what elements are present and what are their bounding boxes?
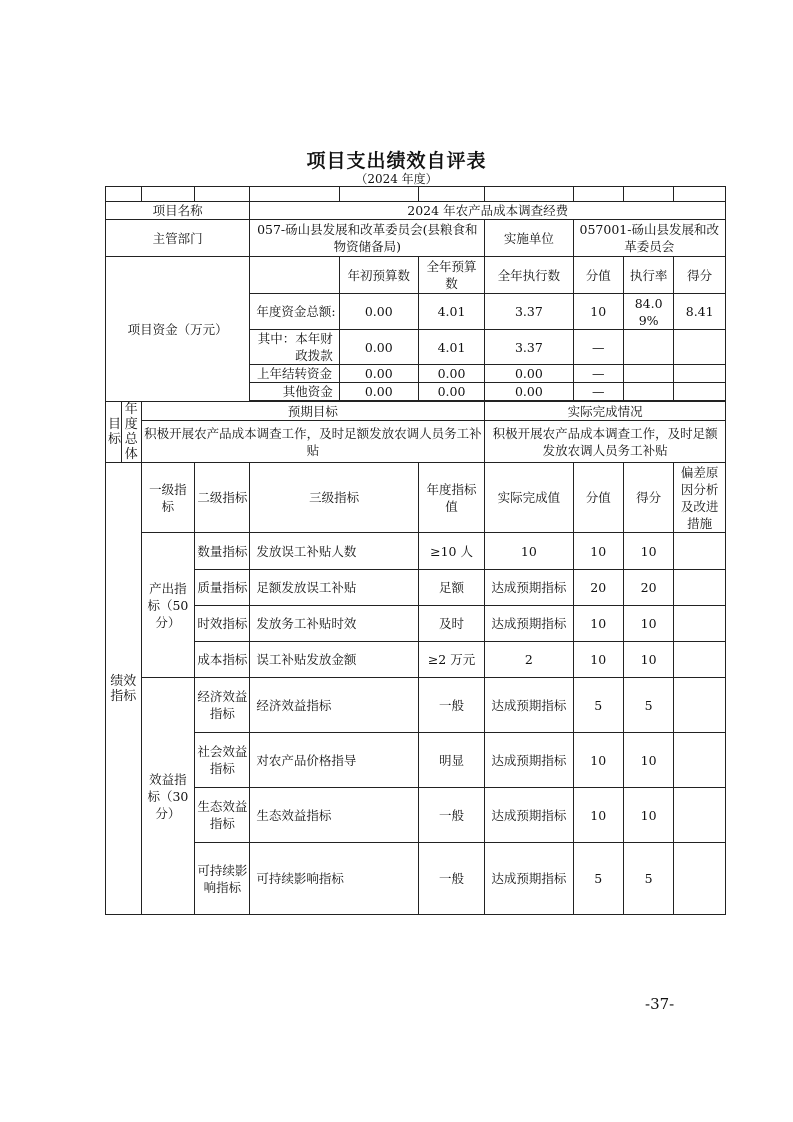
indicator-row	[106, 788, 726, 843]
indicator-score: 20	[623, 570, 673, 606]
indicator-l2: 社会效益指标	[195, 733, 250, 788]
indicator-row	[106, 678, 726, 733]
expected-goal: 积极开展农产品成本调查工作，及时足额发放农调人员务工补贴	[141, 421, 485, 463]
funds-header-rate: 执行率	[623, 257, 673, 294]
funds-row-executed: 3.37	[485, 294, 573, 330]
project-name-value: 2024 年农产品成本调查经费	[250, 202, 726, 220]
indicator-target: 足额	[418, 570, 484, 606]
indicator-row	[106, 843, 726, 915]
indicator-score: 5	[623, 678, 673, 733]
indicator-target: 一般	[418, 843, 484, 915]
indicator-l3: 经济效益指标	[250, 678, 418, 733]
indicator-l3: 生态效益指标	[250, 788, 418, 843]
indicator-target: 一般	[418, 678, 484, 733]
funds-row-label: 其中：本年财政拨款	[250, 330, 339, 365]
group-output-label: 产出指标（50分）	[141, 533, 195, 678]
indicator-value: 20	[573, 570, 623, 606]
indicator-note	[674, 843, 726, 915]
funds-row-rate	[623, 365, 673, 383]
indicator-l2: 成本指标	[195, 642, 250, 678]
funds-header-score-value: 分值	[573, 257, 623, 294]
funds-row-executed: 0.00	[485, 365, 573, 383]
header-actual: 实际完成值	[485, 463, 573, 533]
indicator-l2: 质量指标	[195, 570, 250, 606]
indicators-label: 绩效指标	[106, 463, 142, 915]
unit-label: 实施单位	[485, 220, 573, 257]
indicator-l2: 生态效益指标	[195, 788, 250, 843]
header-value: 分值	[573, 463, 623, 533]
indicator-row	[106, 533, 726, 570]
indicator-value: 5	[573, 678, 623, 733]
funds-row-label: 其他资金	[250, 383, 339, 401]
indicator-score: 10	[623, 606, 673, 642]
actual-header: 实际完成情况	[485, 402, 726, 421]
performance-table	[105, 186, 726, 915]
indicator-actual: 2	[485, 642, 573, 678]
indicator-l3: 可持续影响指标	[250, 843, 418, 915]
funds-row-initial: 0.00	[339, 383, 418, 401]
funds-row-initial: 0.00	[339, 330, 418, 365]
funds-row-initial: 0.00	[339, 365, 418, 383]
actual-goal: 积极开展农产品成本调查工作，及时足额发放农调人员务工补贴	[485, 421, 726, 463]
indicator-value: 10	[573, 533, 623, 570]
funds-row-score	[674, 383, 726, 401]
indicator-target: 明显	[418, 733, 484, 788]
funds-row-score-value: —	[573, 383, 623, 401]
header-note: 偏差原因分析及改进措施	[674, 463, 726, 533]
indicator-actual: 达成预期指标	[485, 606, 573, 642]
indicator-actual: 10	[485, 533, 573, 570]
project-name-row	[106, 202, 726, 220]
funds-row-annual: 4.01	[418, 294, 484, 330]
goals-row	[106, 421, 726, 463]
funds-header-annual: 全年预算数	[418, 257, 484, 294]
indicator-l2: 数量指标	[195, 533, 250, 570]
dept-label: 主管部门	[106, 220, 250, 257]
funds-row-annual: 0.00	[418, 365, 484, 383]
indicator-value: 5	[573, 843, 623, 915]
funds-row-label: 上年结转资金	[250, 365, 339, 383]
header-level1: 一级指标	[141, 463, 195, 533]
department-row	[106, 220, 726, 257]
project-name-label: 项目名称	[106, 202, 250, 220]
indicator-target: ≥2 万元	[418, 642, 484, 678]
goals-header-row	[106, 402, 726, 421]
funds-row-score-value: —	[573, 365, 623, 383]
funds-row-score-value: 10	[573, 294, 623, 330]
funds-row-score	[674, 365, 726, 383]
dept-value: 057-砀山县发展和改革委员会(县粮食和物资储备局)	[250, 220, 485, 257]
page-title: 项目支出绩效自评表	[306, 150, 487, 172]
indicator-score: 10	[623, 788, 673, 843]
indicator-actual: 达成预期指标	[485, 788, 573, 843]
indicator-note	[674, 678, 726, 733]
indicator-score: 5	[623, 843, 673, 915]
expected-header: 预期目标	[141, 402, 485, 421]
indicator-l3: 误工补贴发放金额	[250, 642, 418, 678]
unit-value: 057001-砀山县发展和改革委员会	[573, 220, 726, 257]
funds-label: 项目资金（万元）	[106, 257, 250, 402]
indicator-actual: 达成预期指标	[485, 733, 573, 788]
funds-header-initial: 年初预算数	[339, 257, 418, 294]
funds-row-score	[674, 330, 726, 365]
indicator-score: 10	[623, 533, 673, 570]
page-subtitle: （2024 年度）	[355, 172, 438, 186]
funds-row-rate	[623, 383, 673, 401]
indicator-score: 10	[623, 642, 673, 678]
indicator-l3: 对农产品价格指导	[250, 733, 418, 788]
funds-row-annual: 4.01	[418, 330, 484, 365]
indicator-note	[674, 733, 726, 788]
funds-row-executed: 0.00	[485, 383, 573, 401]
funds-row-annual: 0.00	[418, 383, 484, 401]
indicator-value: 10	[573, 642, 623, 678]
funds-row-label: 年度资金总额:	[250, 294, 339, 330]
indicator-score: 10	[623, 733, 673, 788]
indicator-l3: 发放误工补贴人数	[250, 533, 418, 570]
funds-header-score: 得分	[674, 257, 726, 294]
indicator-target: 及时	[418, 606, 484, 642]
indicator-note	[674, 642, 726, 678]
header-level2: 二级指标	[195, 463, 250, 533]
funds-row-initial: 0.00	[339, 294, 418, 330]
header-level3: 三级指标	[250, 463, 418, 533]
indicator-target: 一般	[418, 788, 484, 843]
indicator-note	[674, 606, 726, 642]
funds-row-rate	[623, 330, 673, 365]
indicator-l3: 足额发放误工补贴	[250, 570, 418, 606]
indicator-l2: 经济效益指标	[195, 678, 250, 733]
indicator-row	[106, 570, 726, 606]
indicator-note	[674, 788, 726, 843]
funds-header-executed: 全年执行数	[485, 257, 573, 294]
page-number: -37-	[645, 995, 675, 1013]
goals-label-a: 年度总体	[122, 402, 141, 463]
indicator-header-row	[106, 463, 726, 533]
funds-header-row	[106, 257, 726, 294]
header-target: 年度指标值	[418, 463, 484, 533]
funds-row-score: 8.41	[674, 294, 726, 330]
header-score: 得分	[623, 463, 673, 533]
indicator-l2: 时效指标	[195, 606, 250, 642]
goals-label-b: 目标	[106, 402, 122, 463]
indicator-actual: 达成预期指标	[485, 570, 573, 606]
indicator-row	[106, 606, 726, 642]
indicator-value: 10	[573, 788, 623, 843]
indicator-value: 10	[573, 733, 623, 788]
group-benefit-label: 效益指标（30分）	[141, 678, 195, 915]
indicator-actual: 达成预期指标	[485, 843, 573, 915]
funds-row-score-value: —	[573, 330, 623, 365]
table-spacer-row	[106, 187, 726, 202]
indicator-target: ≥10 人	[418, 533, 484, 570]
indicator-row	[106, 733, 726, 788]
indicator-row	[106, 642, 726, 678]
funds-row-rate: 84.09%	[623, 294, 673, 330]
indicator-l3: 发放务工补贴时效	[250, 606, 418, 642]
indicator-actual: 达成预期指标	[485, 678, 573, 733]
indicator-note	[674, 570, 726, 606]
indicator-l2: 可持续影响指标	[195, 843, 250, 915]
indicator-value: 10	[573, 606, 623, 642]
indicator-note	[674, 533, 726, 570]
funds-row-executed: 3.37	[485, 330, 573, 365]
